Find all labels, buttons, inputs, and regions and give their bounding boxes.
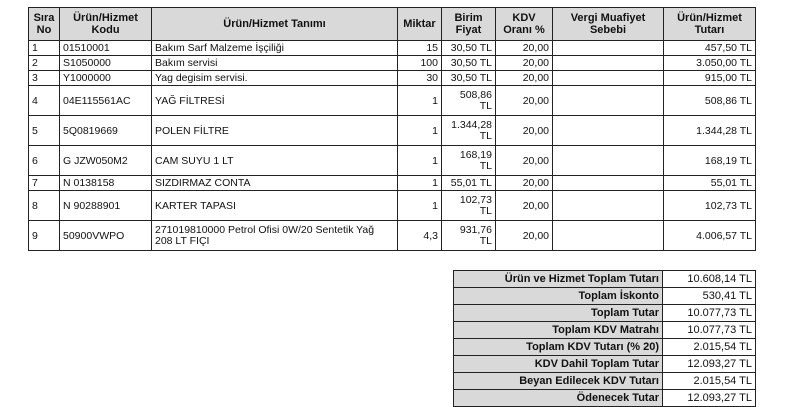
cell-muafiyet [553, 56, 664, 71]
cell-sira: 2 [29, 56, 60, 71]
total-value: 530,41 TL [663, 288, 756, 305]
total-label: Toplam KDV Tutarı (% 20) [454, 339, 663, 356]
cell-tanim: KARTER TAPASI [152, 191, 398, 221]
total-value: 10.608,14 TL [663, 271, 756, 288]
cell-tanim: CAM SUYU 1 LT [152, 146, 398, 176]
total-value: 10.077,73 TL [663, 322, 756, 339]
invoice-items-table [28, 7, 756, 251]
table-row [29, 71, 756, 86]
cell-miktar: 1 [398, 176, 442, 191]
totals-row [454, 288, 756, 305]
table-row [29, 191, 756, 221]
cell-kod: 5Q0819669 [60, 116, 152, 146]
cell-kdv: 20,00 [496, 71, 553, 86]
table-row [29, 116, 756, 146]
total-label: KDV Dahil Toplam Tutar [454, 356, 663, 373]
cell-sira: 3 [29, 71, 60, 86]
cell-miktar: 1 [398, 116, 442, 146]
cell-kdv: 20,00 [496, 56, 553, 71]
total-label: Toplam KDV Matrahı [454, 322, 663, 339]
cell-tutar: 1.344,28 TL [664, 116, 756, 146]
cell-muafiyet [553, 71, 664, 86]
cell-sira: 6 [29, 146, 60, 176]
cell-sira: 8 [29, 191, 60, 221]
cell-tutar: 508,86 TL [664, 86, 756, 116]
totals-row [454, 373, 756, 390]
totals-row [454, 339, 756, 356]
total-label: Toplam İskonto [454, 288, 663, 305]
cell-miktar: 15 [398, 41, 442, 56]
cell-muafiyet [553, 191, 664, 221]
header-fiyat: Birim Fiyat [442, 8, 496, 41]
cell-tutar: 55,01 TL [664, 176, 756, 191]
totals-row [454, 271, 756, 288]
items-header-row [29, 8, 756, 41]
cell-miktar: 4,3 [398, 221, 442, 251]
totals-row [454, 390, 756, 407]
cell-muafiyet [553, 176, 664, 191]
cell-tanim: Bakım Sarf Malzeme İşçiliği [152, 41, 398, 56]
cell-kdv: 20,00 [496, 86, 553, 116]
cell-tanim: POLEN FİLTRE [152, 116, 398, 146]
cell-kod: 50900VWPO [60, 221, 152, 251]
cell-kdv: 20,00 [496, 41, 553, 56]
cell-muafiyet [553, 41, 664, 56]
cell-fiyat: 1.344,28 TL [442, 116, 496, 146]
total-label: Beyan Edilecek KDV Tutarı [454, 373, 663, 390]
cell-miktar: 1 [398, 146, 442, 176]
total-value: 10.077,73 TL [663, 305, 756, 322]
header-kdv: KDV Oranı % [496, 8, 553, 41]
cell-kdv: 20,00 [496, 221, 553, 251]
cell-kod: Y1000000 [60, 71, 152, 86]
total-label: Ödenecek Tutar [454, 390, 663, 407]
table-row [29, 41, 756, 56]
cell-fiyat: 30,50 TL [442, 41, 496, 56]
cell-kod: N 90288901 [60, 191, 152, 221]
cell-kod: 04E115561AC [60, 86, 152, 116]
cell-fiyat: 508,86 TL [442, 86, 496, 116]
cell-sira: 5 [29, 116, 60, 146]
table-row [29, 86, 756, 116]
cell-kod: N 0138158 [60, 176, 152, 191]
cell-muafiyet [553, 86, 664, 116]
cell-tanim: Yag degisim servisi. [152, 71, 398, 86]
cell-tutar: 168,19 TL [664, 146, 756, 176]
table-row [29, 146, 756, 176]
cell-miktar: 1 [398, 86, 442, 116]
cell-fiyat: 168,19 TL [442, 146, 496, 176]
cell-sira: 7 [29, 176, 60, 191]
totals-row [454, 305, 756, 322]
cell-miktar: 1 [398, 191, 442, 221]
cell-muafiyet [553, 116, 664, 146]
cell-kdv: 20,00 [496, 116, 553, 146]
header-kod: Ürün/Hizmet Kodu [60, 8, 152, 41]
table-row [29, 176, 756, 191]
cell-tutar: 915,00 TL [664, 71, 756, 86]
cell-sira: 9 [29, 221, 60, 251]
cell-tutar: 4.006,57 TL [664, 221, 756, 251]
cell-kdv: 20,00 [496, 176, 553, 191]
cell-sira: 4 [29, 86, 60, 116]
total-value: 2.015,54 TL [663, 373, 756, 390]
cell-tanim: Bakım servisi [152, 56, 398, 71]
cell-muafiyet [553, 221, 664, 251]
cell-kdv: 20,00 [496, 191, 553, 221]
invoice-totals-table [453, 270, 756, 407]
header-tutar: Ürün/Hizmet Tutarı [664, 8, 756, 41]
table-row [29, 221, 756, 251]
cell-tutar: 3.050,00 TL [664, 56, 756, 71]
cell-tanim: 271019810000 Petrol Ofisi 0W/20 Sentetik Yağ 208 LT FIÇI [152, 221, 398, 251]
cell-fiyat: 30,50 TL [442, 71, 496, 86]
cell-kdv: 20,00 [496, 146, 553, 176]
cell-sira: 1 [29, 41, 60, 56]
cell-miktar: 30 [398, 71, 442, 86]
totals-row [454, 322, 756, 339]
cell-muafiyet [553, 146, 664, 176]
cell-fiyat: 30,50 TL [442, 56, 496, 71]
cell-kod: S1050000 [60, 56, 152, 71]
total-value: 12.093,27 TL [663, 390, 756, 407]
cell-fiyat: 102,73 TL [442, 191, 496, 221]
total-label: Ürün ve Hizmet Toplam Tutarı [454, 271, 663, 288]
cell-tanim: YAĞ FİLTRESİ [152, 86, 398, 116]
cell-kod: 01510001 [60, 41, 152, 56]
cell-tanim: SIZDIRMAZ CONTA [152, 176, 398, 191]
header-miktar: Miktar [398, 8, 442, 41]
table-row [29, 56, 756, 71]
header-tanim: Ürün/Hizmet Tanımı [152, 8, 398, 41]
totals-row [454, 356, 756, 373]
header-muafiyet: Vergi Muafiyet Sebebi [553, 8, 664, 41]
cell-tutar: 457,50 TL [664, 41, 756, 56]
header-sira: Sıra No [29, 8, 60, 41]
cell-miktar: 100 [398, 56, 442, 71]
cell-fiyat: 931,76 TL [442, 221, 496, 251]
cell-kod: G JZW050M2 [60, 146, 152, 176]
total-label: Toplam Tutar [454, 305, 663, 322]
total-value: 2.015,54 TL [663, 339, 756, 356]
cell-fiyat: 55,01 TL [442, 176, 496, 191]
cell-tutar: 102,73 TL [664, 191, 756, 221]
total-value: 12.093,27 TL [663, 356, 756, 373]
